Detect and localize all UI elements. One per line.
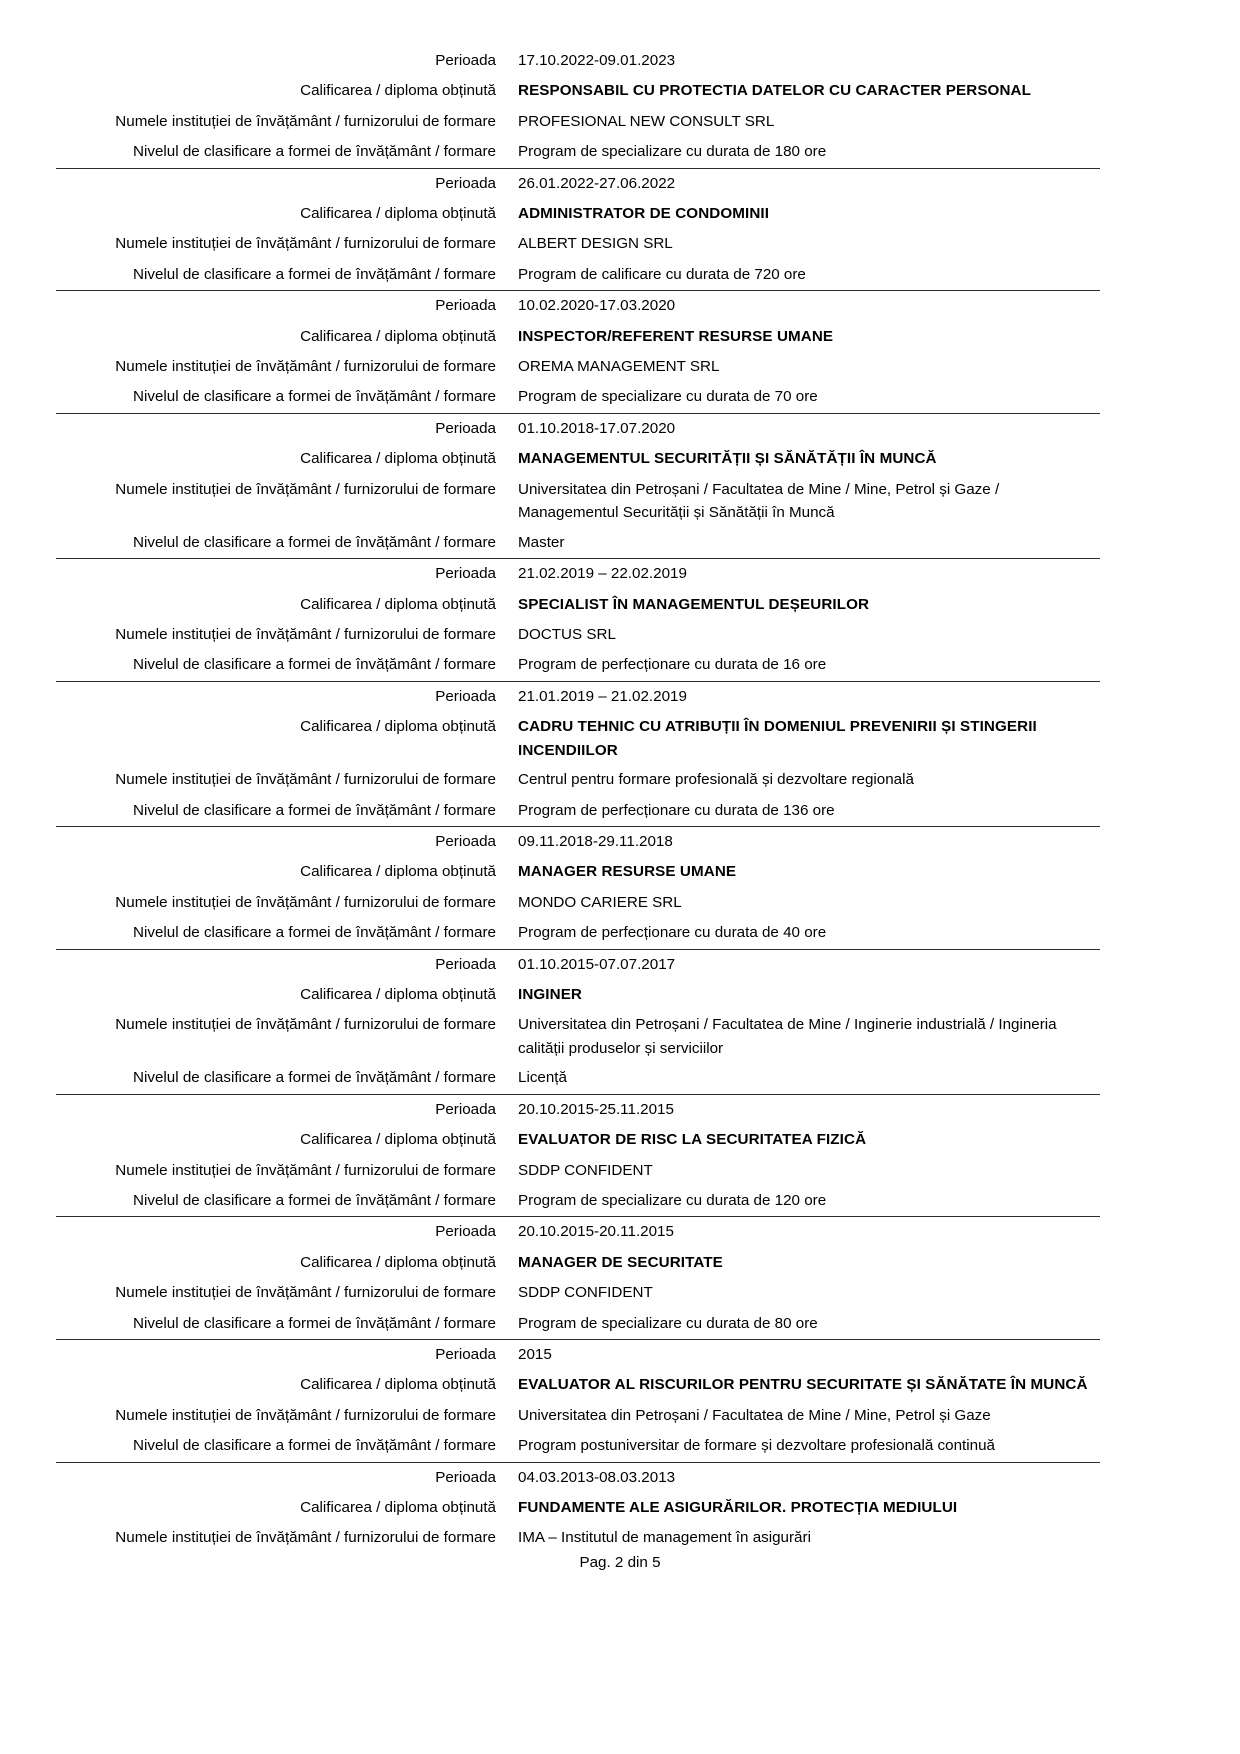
label-value-gap	[496, 712, 518, 765]
education-row-level	[56, 260, 1100, 291]
label-qualification: Calificarea / diploma obținută	[300, 595, 496, 613]
label-value-gap	[496, 1094, 518, 1125]
label-value-gap	[496, 528, 518, 559]
value-qualification: CADRU TEHNIC CU ATRIBUȚII ÎN DOMENIUL PREVENIRII ȘI STINGERII INCENDIILOR	[518, 718, 1037, 759]
education-row-level	[56, 382, 1100, 413]
value-qualification: INSPECTOR/REFERENT RESURSE UMANE	[518, 327, 834, 345]
education-row-period	[56, 1340, 1100, 1371]
value-level: Program de perfecționare cu durata de 136 ore	[518, 801, 835, 819]
label-value-gap	[496, 796, 518, 827]
label-value-gap	[496, 1370, 518, 1400]
value-period: 20.10.2015-20.11.2015	[518, 1217, 1100, 1248]
label-value-gap	[496, 168, 518, 199]
value-qualification: SPECIALIST ÎN MANAGEMENTUL DEȘEURILOR	[518, 595, 870, 613]
label-institution: Numele instituției de învățământ / furnizorului de formare	[115, 1284, 496, 1302]
value-period: 20.10.2015-25.11.2015	[518, 1094, 1100, 1125]
value-qualification: MANAGER RESURSE UMANE	[518, 863, 737, 881]
value-period: 2015	[518, 1340, 1100, 1371]
education-row-institution	[56, 620, 1100, 650]
value-qualification: ADMINISTRATOR DE CONDOMINII	[518, 205, 770, 223]
education-row-institution	[56, 888, 1100, 918]
education-row-period	[56, 681, 1100, 712]
label-value-gap	[496, 1217, 518, 1248]
education-row-period	[56, 291, 1100, 322]
value-qualification: FUNDAMENTE ALE ASIGURĂRILOR. PROTECȚIA MEDIULUI	[518, 1499, 958, 1517]
value-qualification: EVALUATOR DE RISC LA SECURITATEA FIZICĂ	[518, 1131, 867, 1149]
value-institution: DOCTUS SRL	[518, 625, 616, 643]
label-value-gap	[496, 46, 518, 76]
label-period: Perioada	[56, 1462, 496, 1493]
value-period: 01.10.2015-07.07.2017	[518, 949, 1100, 980]
education-row-qualification	[56, 857, 1100, 887]
value-institution: SDDP CONFIDENT	[518, 1161, 653, 1179]
value-qualification: MANAGER DE SECURITATE	[518, 1253, 723, 1271]
label-qualification: Calificarea / diploma obținută	[300, 1499, 496, 1517]
label-qualification: Calificarea / diploma obținută	[300, 205, 496, 223]
education-row-period	[56, 1094, 1100, 1125]
value-level: Program de specializare cu durata de 80 ore	[518, 1314, 818, 1332]
label-period: Perioada	[56, 1217, 496, 1248]
label-institution: Numele instituției de învățământ / furnizorului de formare	[115, 358, 496, 376]
label-institution: Numele instituției de învățământ / furnizorului de formare	[115, 1016, 496, 1034]
education-row-institution	[56, 352, 1100, 382]
label-value-gap	[496, 137, 518, 168]
label-value-gap	[496, 1156, 518, 1186]
label-qualification: Calificarea / diploma obținută	[300, 863, 496, 881]
label-qualification: Calificarea / diploma obținută	[300, 718, 496, 736]
label-value-gap	[496, 444, 518, 474]
label-period: Perioada	[56, 168, 496, 199]
value-period: 21.01.2019 – 21.02.2019	[518, 681, 1100, 712]
education-row-level	[56, 918, 1100, 949]
label-value-gap	[496, 590, 518, 620]
education-row-qualification	[56, 199, 1100, 229]
label-value-gap	[496, 107, 518, 137]
education-row-qualification	[56, 1248, 1100, 1278]
value-period: 04.03.2013-08.03.2013	[518, 1462, 1100, 1493]
value-level: Licență	[518, 1069, 567, 1087]
education-row-institution	[56, 765, 1100, 795]
education-row-qualification	[56, 444, 1100, 474]
value-level: Program de specializare cu durata de 180 ore	[518, 143, 827, 161]
education-row-level	[56, 796, 1100, 827]
education-row-level	[56, 1431, 1100, 1462]
education-row-period	[56, 1462, 1100, 1493]
education-entries	[56, 46, 1100, 1554]
value-institution: MONDO CARIERE SRL	[518, 893, 682, 911]
education-row-institution	[56, 1010, 1100, 1063]
education-row-level	[56, 1309, 1100, 1340]
label-value-gap	[496, 918, 518, 949]
education-row-institution	[56, 229, 1100, 259]
education-row-level	[56, 1186, 1100, 1217]
education-row-institution	[56, 107, 1100, 137]
label-level: Nivelul de clasificare a formei de învățământ / formare	[133, 1314, 496, 1332]
value-institution: Universitatea din Petroșani / Facultatea de Mine / Inginerie industrială / Ingineria calității produselor și serviciilor	[518, 1016, 1057, 1057]
education-row-institution	[56, 475, 1100, 528]
label-period: Perioada	[56, 826, 496, 857]
label-value-gap	[496, 1431, 518, 1462]
value-institution: Universitatea din Petroșani / Facultatea de Mine / Mine, Petrol și Gaze / Managementul Securității și Sănătății în Muncă	[518, 480, 1000, 522]
label-value-gap	[496, 413, 518, 444]
value-level: Program de specializare cu durata de 120 ore	[518, 1192, 827, 1209]
label-qualification: Calificarea / diploma obținută	[300, 1253, 496, 1271]
label-value-gap	[496, 260, 518, 291]
label-institution: Numele instituției de învățământ / furnizorului de formare	[115, 893, 496, 911]
label-value-gap	[496, 1309, 518, 1340]
label-value-gap	[496, 650, 518, 681]
label-period: Perioada	[435, 52, 496, 69]
page-footer: Pag. 2 din 5	[579, 1554, 661, 1571]
value-institution: SDDP CONFIDENT	[518, 1284, 653, 1302]
value-institution: Universitatea din Petroșani / Facultatea de Mine / Mine, Petrol și Gaze	[518, 1406, 991, 1424]
education-row-institution	[56, 1401, 1100, 1431]
label-value-gap	[496, 1063, 518, 1094]
label-level: Nivelul de clasificare a formei de învățământ / formare	[133, 1069, 496, 1087]
label-value-gap	[496, 1493, 518, 1523]
value-qualification: INGINER	[518, 985, 582, 1003]
education-row-period	[56, 559, 1100, 590]
label-value-gap	[496, 1340, 518, 1371]
value-qualification: EVALUATOR AL RISCURILOR PENTRU SECURITATE ȘI SĂNĂTATE ÎN MUNCĂ	[518, 1376, 1088, 1394]
label-period: Perioada	[56, 291, 496, 322]
education-row-qualification	[56, 712, 1100, 765]
education-training-table	[56, 46, 1100, 1554]
label-qualification: Calificarea / diploma obținută	[300, 1131, 496, 1149]
value-qualification: MANAGEMENTUL SECURITĂȚII ȘI SĂNĂTĂȚII ÎN MUNCĂ	[518, 450, 937, 468]
education-row-period	[56, 949, 1100, 980]
label-institution: Numele instituției de învățământ / furnizorului de formare	[115, 625, 496, 643]
education-row-level	[56, 528, 1100, 559]
label-value-gap	[496, 980, 518, 1010]
label-value-gap	[496, 1462, 518, 1493]
education-row-level	[56, 650, 1100, 681]
education-row-period	[56, 46, 1100, 76]
value-institution: Centrul pentru formare profesională și dezvoltare regională	[518, 771, 914, 789]
value-level: Program de perfecționare cu durata de 16 ore	[518, 656, 827, 674]
label-institution: Numele instituției de învățământ / furnizorului de formare	[115, 480, 496, 498]
label-value-gap	[496, 620, 518, 650]
label-value-gap	[496, 382, 518, 413]
label-value-gap	[496, 1523, 518, 1553]
education-row-qualification	[56, 590, 1100, 620]
label-period: Perioada	[56, 413, 496, 444]
label-qualification: Calificarea / diploma obținută	[300, 450, 496, 468]
label-value-gap	[496, 1186, 518, 1217]
label-period: Perioada	[56, 949, 496, 980]
label-institution: Numele instituției de învățământ / furnizorului de formare	[115, 1406, 496, 1424]
label-value-gap	[496, 1125, 518, 1155]
education-row-level	[56, 137, 1100, 168]
label-value-gap	[496, 681, 518, 712]
education-row-qualification	[56, 1125, 1100, 1155]
education-row-qualification	[56, 1493, 1100, 1523]
value-institution: OREMA MANAGEMENT SRL	[518, 358, 720, 376]
label-period: Perioada	[56, 1340, 496, 1371]
label-value-gap	[496, 1010, 518, 1063]
education-row-period	[56, 1217, 1100, 1248]
label-period: Perioada	[56, 1094, 496, 1125]
label-institution: Numele instituției de învățământ / furnizorului de formare	[115, 1161, 496, 1179]
label-level: Nivelul de clasificare a formei de învățământ / formare	[133, 801, 496, 819]
label-value-gap	[496, 949, 518, 980]
value-period: 09.11.2018-29.11.2018	[518, 826, 1100, 857]
value-institution: PROFESIONAL NEW CONSULT SRL	[518, 112, 775, 130]
education-row-institution	[56, 1278, 1100, 1308]
label-level: Nivelul de clasificare a formei de învățământ / formare	[133, 388, 496, 406]
value-period: 10.02.2020-17.03.2020	[518, 291, 1100, 322]
label-value-gap	[496, 888, 518, 918]
label-value-gap	[496, 199, 518, 229]
label-level: Nivelul de clasificare a formei de învățământ / formare	[133, 1437, 496, 1455]
label-value-gap	[496, 1401, 518, 1431]
education-row-qualification	[56, 76, 1100, 106]
education-row-period	[56, 413, 1100, 444]
label-institution: Numele instituției de învățământ / furnizorului de formare	[115, 1529, 496, 1547]
label-qualification: Calificarea / diploma obținută	[300, 82, 496, 100]
value-period: 01.10.2018-17.07.2020	[518, 413, 1100, 444]
education-row-qualification	[56, 322, 1100, 352]
label-level: Nivelul de clasificare a formei de învățământ / formare	[133, 656, 496, 674]
education-row-qualification	[56, 980, 1100, 1010]
label-value-gap	[496, 857, 518, 887]
value-level: Program postuniversitar de formare și dezvoltare profesională continuă	[518, 1437, 995, 1455]
label-qualification: Calificarea / diploma obținută	[300, 985, 496, 1003]
education-row-qualification	[56, 1370, 1100, 1400]
label-period: Perioada	[56, 681, 496, 712]
value-level: Program de perfecționare cu durata de 40 ore	[518, 924, 827, 942]
label-value-gap	[496, 76, 518, 106]
label-institution: Numele instituției de învățământ / furnizorului de formare	[115, 771, 496, 789]
label-value-gap	[496, 765, 518, 795]
value-qualification: RESPONSABIL CU PROTECTIA DATELOR CU CARACTER PERSONAL	[518, 82, 1031, 100]
label-qualification: Calificarea / diploma obținută	[300, 1376, 496, 1394]
value-institution: IMA – Institutul de management în asigurări	[518, 1529, 811, 1547]
education-row-institution	[56, 1156, 1100, 1186]
label-level: Nivelul de clasificare a formei de învățământ / formare	[133, 1192, 496, 1209]
label-level: Nivelul de clasificare a formei de învățământ / formare	[133, 143, 496, 161]
label-qualification: Calificarea / diploma obținută	[300, 327, 496, 345]
value-level: Master	[518, 533, 565, 551]
label-institution: Numele instituției de învățământ / furnizorului de formare	[115, 235, 496, 253]
value-period: 21.02.2019 – 22.02.2019	[518, 559, 1100, 590]
label-value-gap	[496, 1278, 518, 1308]
value-level: Program de specializare cu durata de 70 ore	[518, 388, 818, 406]
label-value-gap	[496, 559, 518, 590]
label-value-gap	[496, 826, 518, 857]
value-period: 17.10.2022-09.01.2023	[518, 52, 676, 69]
education-row-period	[56, 168, 1100, 199]
label-value-gap	[496, 1248, 518, 1278]
label-period: Perioada	[56, 559, 496, 590]
label-value-gap	[496, 352, 518, 382]
education-row-institution	[56, 1523, 1100, 1553]
value-level: Program de calificare cu durata de 720 ore	[518, 265, 806, 283]
value-period: 26.01.2022-27.06.2022	[518, 168, 1100, 199]
label-level: Nivelul de clasificare a formei de învățământ / formare	[133, 533, 496, 551]
label-value-gap	[496, 291, 518, 322]
label-value-gap	[496, 322, 518, 352]
label-level: Nivelul de clasificare a formei de învățământ / formare	[133, 924, 496, 942]
label-institution: Numele instituției de învățământ / furnizorului de formare	[115, 112, 496, 130]
education-row-level	[56, 1063, 1100, 1094]
label-value-gap	[496, 475, 518, 528]
value-institution: ALBERT DESIGN SRL	[518, 235, 673, 253]
education-row-period	[56, 826, 1100, 857]
label-value-gap	[496, 229, 518, 259]
label-level: Nivelul de clasificare a formei de învățământ / formare	[133, 265, 496, 283]
